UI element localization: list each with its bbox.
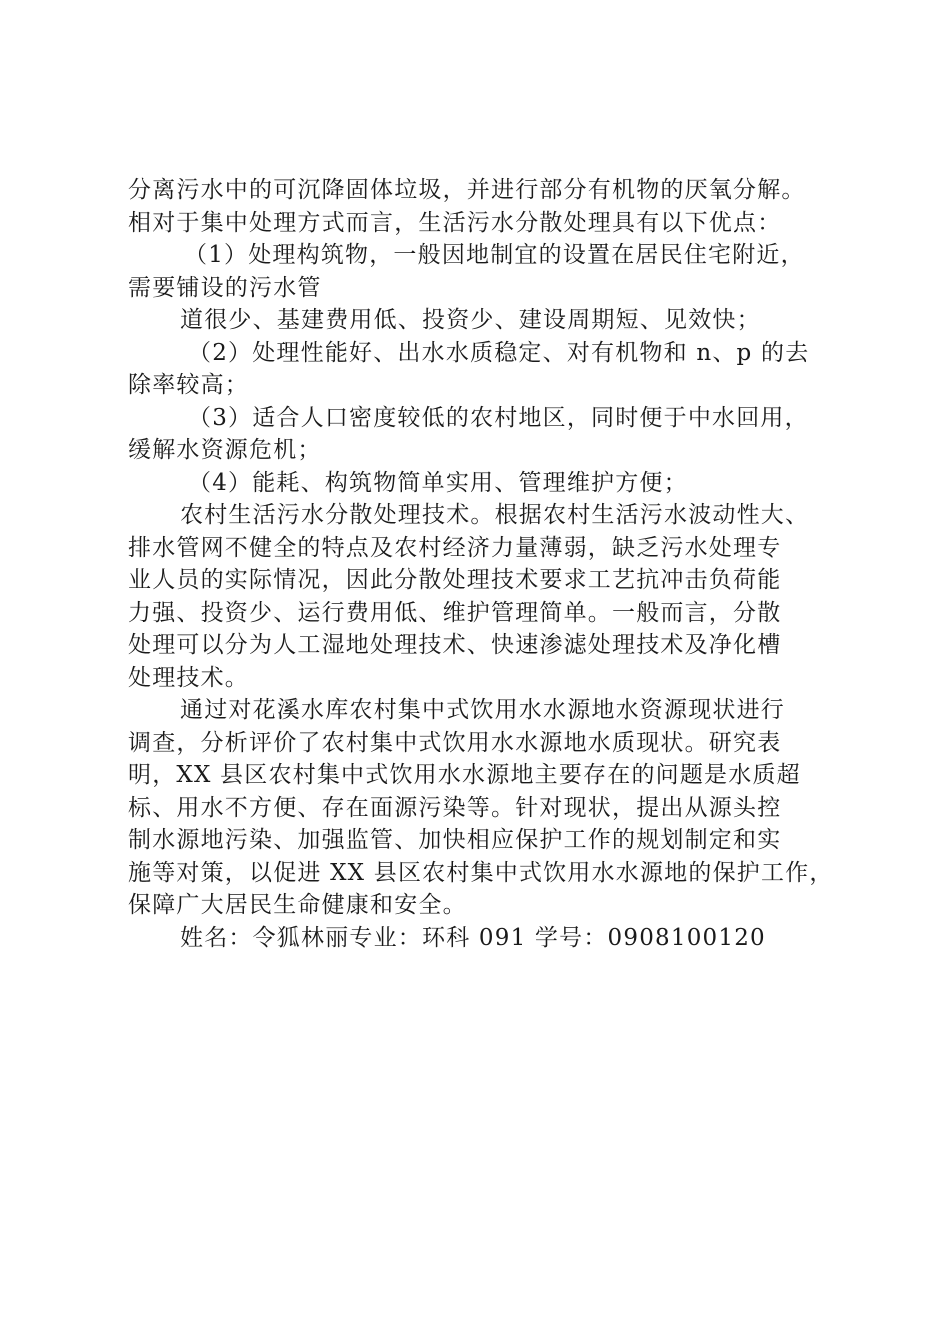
text-line: 排水管网不健全的特点及农村经济力量薄弱，缺乏污水处理专 bbox=[128, 534, 782, 561]
text-line: 保障广大居民生命健康和安全。 bbox=[128, 892, 467, 918]
text-line: 通过对花溪水库农村集中式饮用水水源地水资源现状进行 bbox=[180, 697, 785, 723]
text-line: 施等对策，以促进 XX 县区农村集中式饮用水水源地的保护工作， bbox=[128, 859, 834, 886]
text-line: （3）适合人口密度较低的农村地区，同时便于中水回用， bbox=[188, 404, 809, 431]
document-body bbox=[128, 174, 858, 954]
text-line: 相对于集中处理方式而言，生活污水分散处理具有以下优点： bbox=[128, 209, 782, 236]
text-line: 处理技术。 bbox=[128, 664, 249, 691]
text-line: 标、用水不方便、存在面源污染等。针对现状，提出从源头控 bbox=[128, 794, 782, 821]
text-line: （1）处理构筑物，一般因地制宜的设置在居民住宅附近， bbox=[184, 242, 805, 268]
text-line: （2）处理性能好、出水水质稳定、对有机物和 n、p 的去 bbox=[188, 339, 810, 366]
text-line: 需要铺设的污水管 bbox=[128, 274, 322, 301]
text-line: 业人员的实际情况，因此分散处理技术要求工艺抗冲击负荷能 bbox=[128, 567, 782, 593]
text-line: 制水源地污染、加强监管、加快相应保护工作的规划制定和实 bbox=[128, 827, 782, 853]
text-line: 分离污水中的可沉降固体垃圾，并进行部分有机物的厌氧分解。 bbox=[128, 177, 806, 203]
author-info-line: 姓名：令狐林丽专业：环科 091 学号：0908100120 bbox=[180, 924, 766, 951]
text-line: 道很少、基建费用低、投资少、建设周期短、见效快； bbox=[180, 307, 761, 333]
text-line: （4）能耗、构筑物简单实用、管理维护方便； bbox=[188, 469, 688, 496]
text-line: 明，XX 县区农村集中式饮用水水源地主要存在的问题是水质超 bbox=[128, 762, 801, 788]
text-line: 除率较高； bbox=[128, 372, 249, 398]
text-line: 农村生活污水分散处理技术。根据农村生活污水波动性大、 bbox=[180, 502, 810, 528]
text-line: 力强、投资少、运行费用低、维护管理简单。一般而言，分散 bbox=[128, 599, 782, 626]
text-line: 缓解水资源危机； bbox=[128, 437, 322, 463]
text-line: 处理可以分为人工湿地处理技术、快速渗滤处理技术及净化槽 bbox=[128, 632, 782, 658]
text-line: 调查，分析评价了农村集中式饮用水水源地水质现状。研究表 bbox=[128, 729, 782, 756]
